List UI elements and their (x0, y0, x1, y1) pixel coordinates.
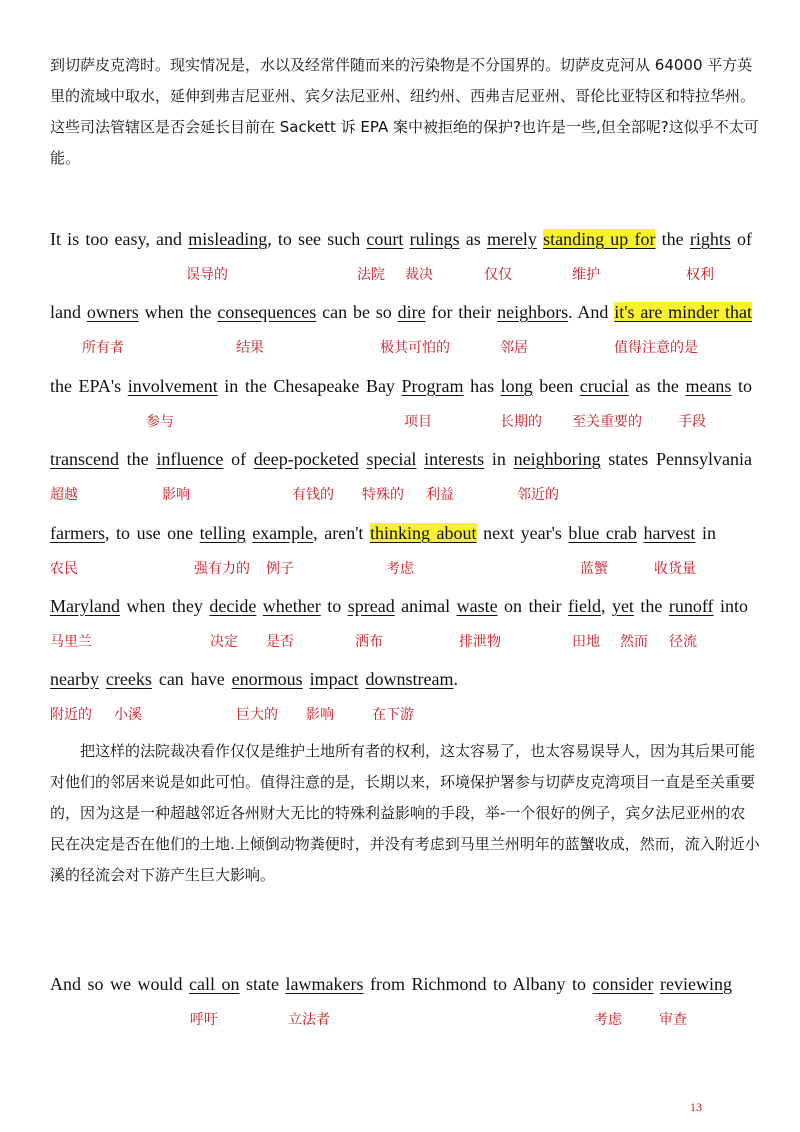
vocab-word: nearby (50, 669, 99, 689)
gloss-label: 法院 (357, 267, 385, 283)
gloss-label: 决定 (210, 634, 238, 650)
vocab-word: influence (156, 449, 224, 469)
gloss-label: 蓝蟹 (580, 561, 608, 577)
text-run (416, 449, 424, 469)
text-run: , to use one (104, 523, 200, 543)
english-line (50, 973, 732, 995)
gloss-label: 手段 (678, 414, 706, 430)
vocab-word: merely (486, 229, 537, 249)
vocab-word: yet (611, 596, 634, 616)
vocab-word: blue crab (568, 523, 637, 543)
gloss-label: 收货量 (654, 561, 696, 577)
gloss-label: 误导的 (186, 267, 228, 283)
vocab-word: consider (592, 974, 654, 994)
gloss-label: 影响 (306, 707, 334, 723)
vocab-word: enormous (231, 669, 303, 689)
text-run: to (320, 596, 348, 616)
text-run: states Pennsylvania (600, 449, 752, 469)
vocab-word: example (252, 523, 314, 543)
text-run: animal (394, 596, 457, 616)
gloss-label: 然而 (620, 634, 648, 650)
vocab-word: rights (689, 229, 731, 249)
gloss-label: 参与 (146, 414, 174, 430)
english-line (50, 375, 752, 397)
english-line (50, 228, 752, 250)
text-run: has (463, 376, 501, 396)
gloss-label: 长期的 (500, 414, 542, 430)
vocab-word: downstream (365, 669, 454, 689)
vocab-word: farmers (50, 523, 105, 543)
vocab-word: lawmakers (285, 974, 364, 994)
gloss-label: 值得注意的是 (614, 340, 698, 356)
text-run: as (459, 229, 487, 249)
gloss-label: 邻居 (500, 340, 528, 356)
text-run (303, 669, 310, 689)
text-run: when the (138, 302, 218, 322)
text-run: . And (568, 302, 615, 322)
translation-paragraph: 把这样的法院裁决看作仅仅是维护土地所有者的权利，这太容易了，也太容易误导人，因为其后果可能对他们的邻居来说是如此可怕。值得注意的是，长期以来，环境保护署参与切萨皮克湾项目一直是至关重要的，因为这是一种超越邻近各州财大无比的特殊利益影响的手段，举-一个很好的例子，宾夕法尼亚州的农民在决定是否在他们的土地.上倾倒动物粪便时，并没有考虑到马里兰州明年的蓝蟹收成，然而，流入附近小溪的径流会对下游产生巨大影响。 (50, 742, 760, 884)
text-run: as the (628, 376, 686, 396)
vocab-word: consequences (217, 302, 317, 322)
gloss-label: 特殊的 (362, 487, 404, 503)
text-run: from Richmond to Albany to (363, 974, 593, 994)
english-line (50, 595, 748, 617)
vocab-word: neighboring (513, 449, 601, 469)
vocab-word: telling (199, 523, 246, 543)
text-run: into (713, 596, 748, 616)
gloss-label: 超越 (50, 487, 78, 503)
english-line (50, 448, 752, 470)
vocab-word: Program (401, 376, 464, 396)
gloss-label: 巨大的 (236, 707, 278, 723)
highlighted-phrase: it's are minder that (614, 302, 752, 322)
gloss-label: 影响 (162, 487, 190, 503)
gloss-label: 洒布 (355, 634, 383, 650)
vocab-word: reviewing (660, 974, 733, 994)
text-run: next year's (476, 523, 569, 543)
text-run: of (223, 449, 254, 469)
text-run: , (600, 596, 612, 616)
text-run: of (730, 229, 753, 249)
vocab-word: involvement (127, 376, 218, 396)
vocab-word: means (685, 376, 732, 396)
vocab-word: special (366, 449, 417, 469)
gloss-label: 极其可怕的 (380, 340, 450, 356)
gloss-label: 考虑 (594, 1012, 622, 1028)
vocab-word: neighbors (497, 302, 569, 322)
vocab-word: dire (397, 302, 426, 322)
text-run: in the Chesapeake Bay (217, 376, 402, 396)
gloss-label: 在下游 (372, 707, 414, 723)
text-run: the EPA's (50, 376, 128, 396)
text-run: the (655, 229, 690, 249)
vocab-word: whether (262, 596, 321, 616)
vocab-word: crucial (579, 376, 629, 396)
vocab-word: waste (456, 596, 498, 616)
text-run: , to see such (267, 229, 367, 249)
english-line (50, 522, 716, 544)
gloss-label: 马里兰 (50, 634, 92, 650)
vocab-word: impact (309, 669, 359, 689)
gloss-label: 有钱的 (292, 487, 334, 503)
text-run (99, 669, 106, 689)
english-line (50, 301, 752, 323)
gloss-label: 至关重要的 (572, 414, 642, 430)
highlighted-phrase: thinking about (369, 523, 477, 543)
gloss-label: 利益 (426, 487, 454, 503)
text-run: to (731, 376, 753, 396)
gloss-label: 所有者 (82, 340, 124, 356)
vocab-word: court (366, 229, 404, 249)
gloss-label: 农民 (50, 561, 78, 577)
gloss-label: 项目 (404, 414, 432, 430)
text-run: , aren't (313, 523, 370, 543)
page-number: 13 (690, 1100, 702, 1114)
text-run: state (239, 974, 286, 994)
vocab-word: creeks (105, 669, 152, 689)
vocab-word: misleading (188, 229, 268, 249)
vocab-word: field (567, 596, 601, 616)
text-run: been (532, 376, 580, 396)
text-run: for their (425, 302, 498, 322)
gloss-label: 仅仅 (484, 267, 512, 283)
text-run: can have (151, 669, 232, 689)
text-run: land (50, 302, 87, 322)
text-run: when they (119, 596, 210, 616)
text-run: the (633, 596, 669, 616)
vocab-word: deep-pocketed (253, 449, 359, 469)
gloss-label: 权利 (686, 267, 714, 283)
text-run: And so we would (50, 974, 190, 994)
vocab-word: long (500, 376, 533, 396)
vocab-word: call on (189, 974, 240, 994)
vocab-word: rulings (409, 229, 460, 249)
gloss-label: 维护 (572, 267, 600, 283)
gloss-label: 径流 (669, 634, 697, 650)
gloss-label: 裁决 (405, 267, 433, 283)
top-paragraph: 到切萨皮克湾时。现实情况是，水以及经常伴随而来的污染物是不分国界的。切萨皮克河从 64000 平方英里的流域中取水，延伸到弗吉尼亚州、宾夕法尼亚州、纽约州、西弗吉尼亚州、哥伦比亚特区和特拉华州。这些司法管辖区是否会延长目前在 Sackett 诉 EPA 案中被拒绝的保护?也许是一些,但全部呢?这似乎不太可能。 (50, 56, 759, 167)
gloss-label: 是否 (266, 634, 294, 650)
gloss-label: 小溪 (114, 707, 142, 723)
english-line (50, 668, 458, 690)
gloss-label: 强有力的 (194, 561, 250, 577)
text-run: in (695, 523, 716, 543)
vocab-word: interests (424, 449, 485, 469)
gloss-label: 附近的 (50, 707, 92, 723)
vocab-word: owners (86, 302, 139, 322)
vocab-word: transcend (50, 449, 119, 469)
text-run: . (453, 669, 458, 689)
text-run: in (484, 449, 514, 469)
gloss-label: 邻近的 (517, 487, 559, 503)
vocab-word: harvest (643, 523, 696, 543)
highlighted-phrase: standing up for (543, 229, 656, 249)
gloss-label: 田地 (572, 634, 600, 650)
gloss-label: 结果 (236, 340, 264, 356)
text-run (359, 669, 366, 689)
gloss-label: 例子 (266, 561, 294, 577)
vocab-word: decide (209, 596, 257, 616)
text-run: the (118, 449, 157, 469)
vocab-word: runoff (668, 596, 714, 616)
gloss-label: 立法者 (288, 1012, 330, 1028)
text-run: It is too easy, and (50, 229, 189, 249)
gloss-label: 考虑 (386, 561, 414, 577)
gloss-label: 呼吁 (190, 1012, 218, 1028)
gloss-label: 排泄物 (459, 634, 501, 650)
vocab-word: Maryland (50, 596, 120, 616)
text-run: can be so (316, 302, 398, 322)
vocab-word: spread (347, 596, 395, 616)
text-run: on their (497, 596, 568, 616)
gloss-label: 审查 (659, 1012, 687, 1028)
